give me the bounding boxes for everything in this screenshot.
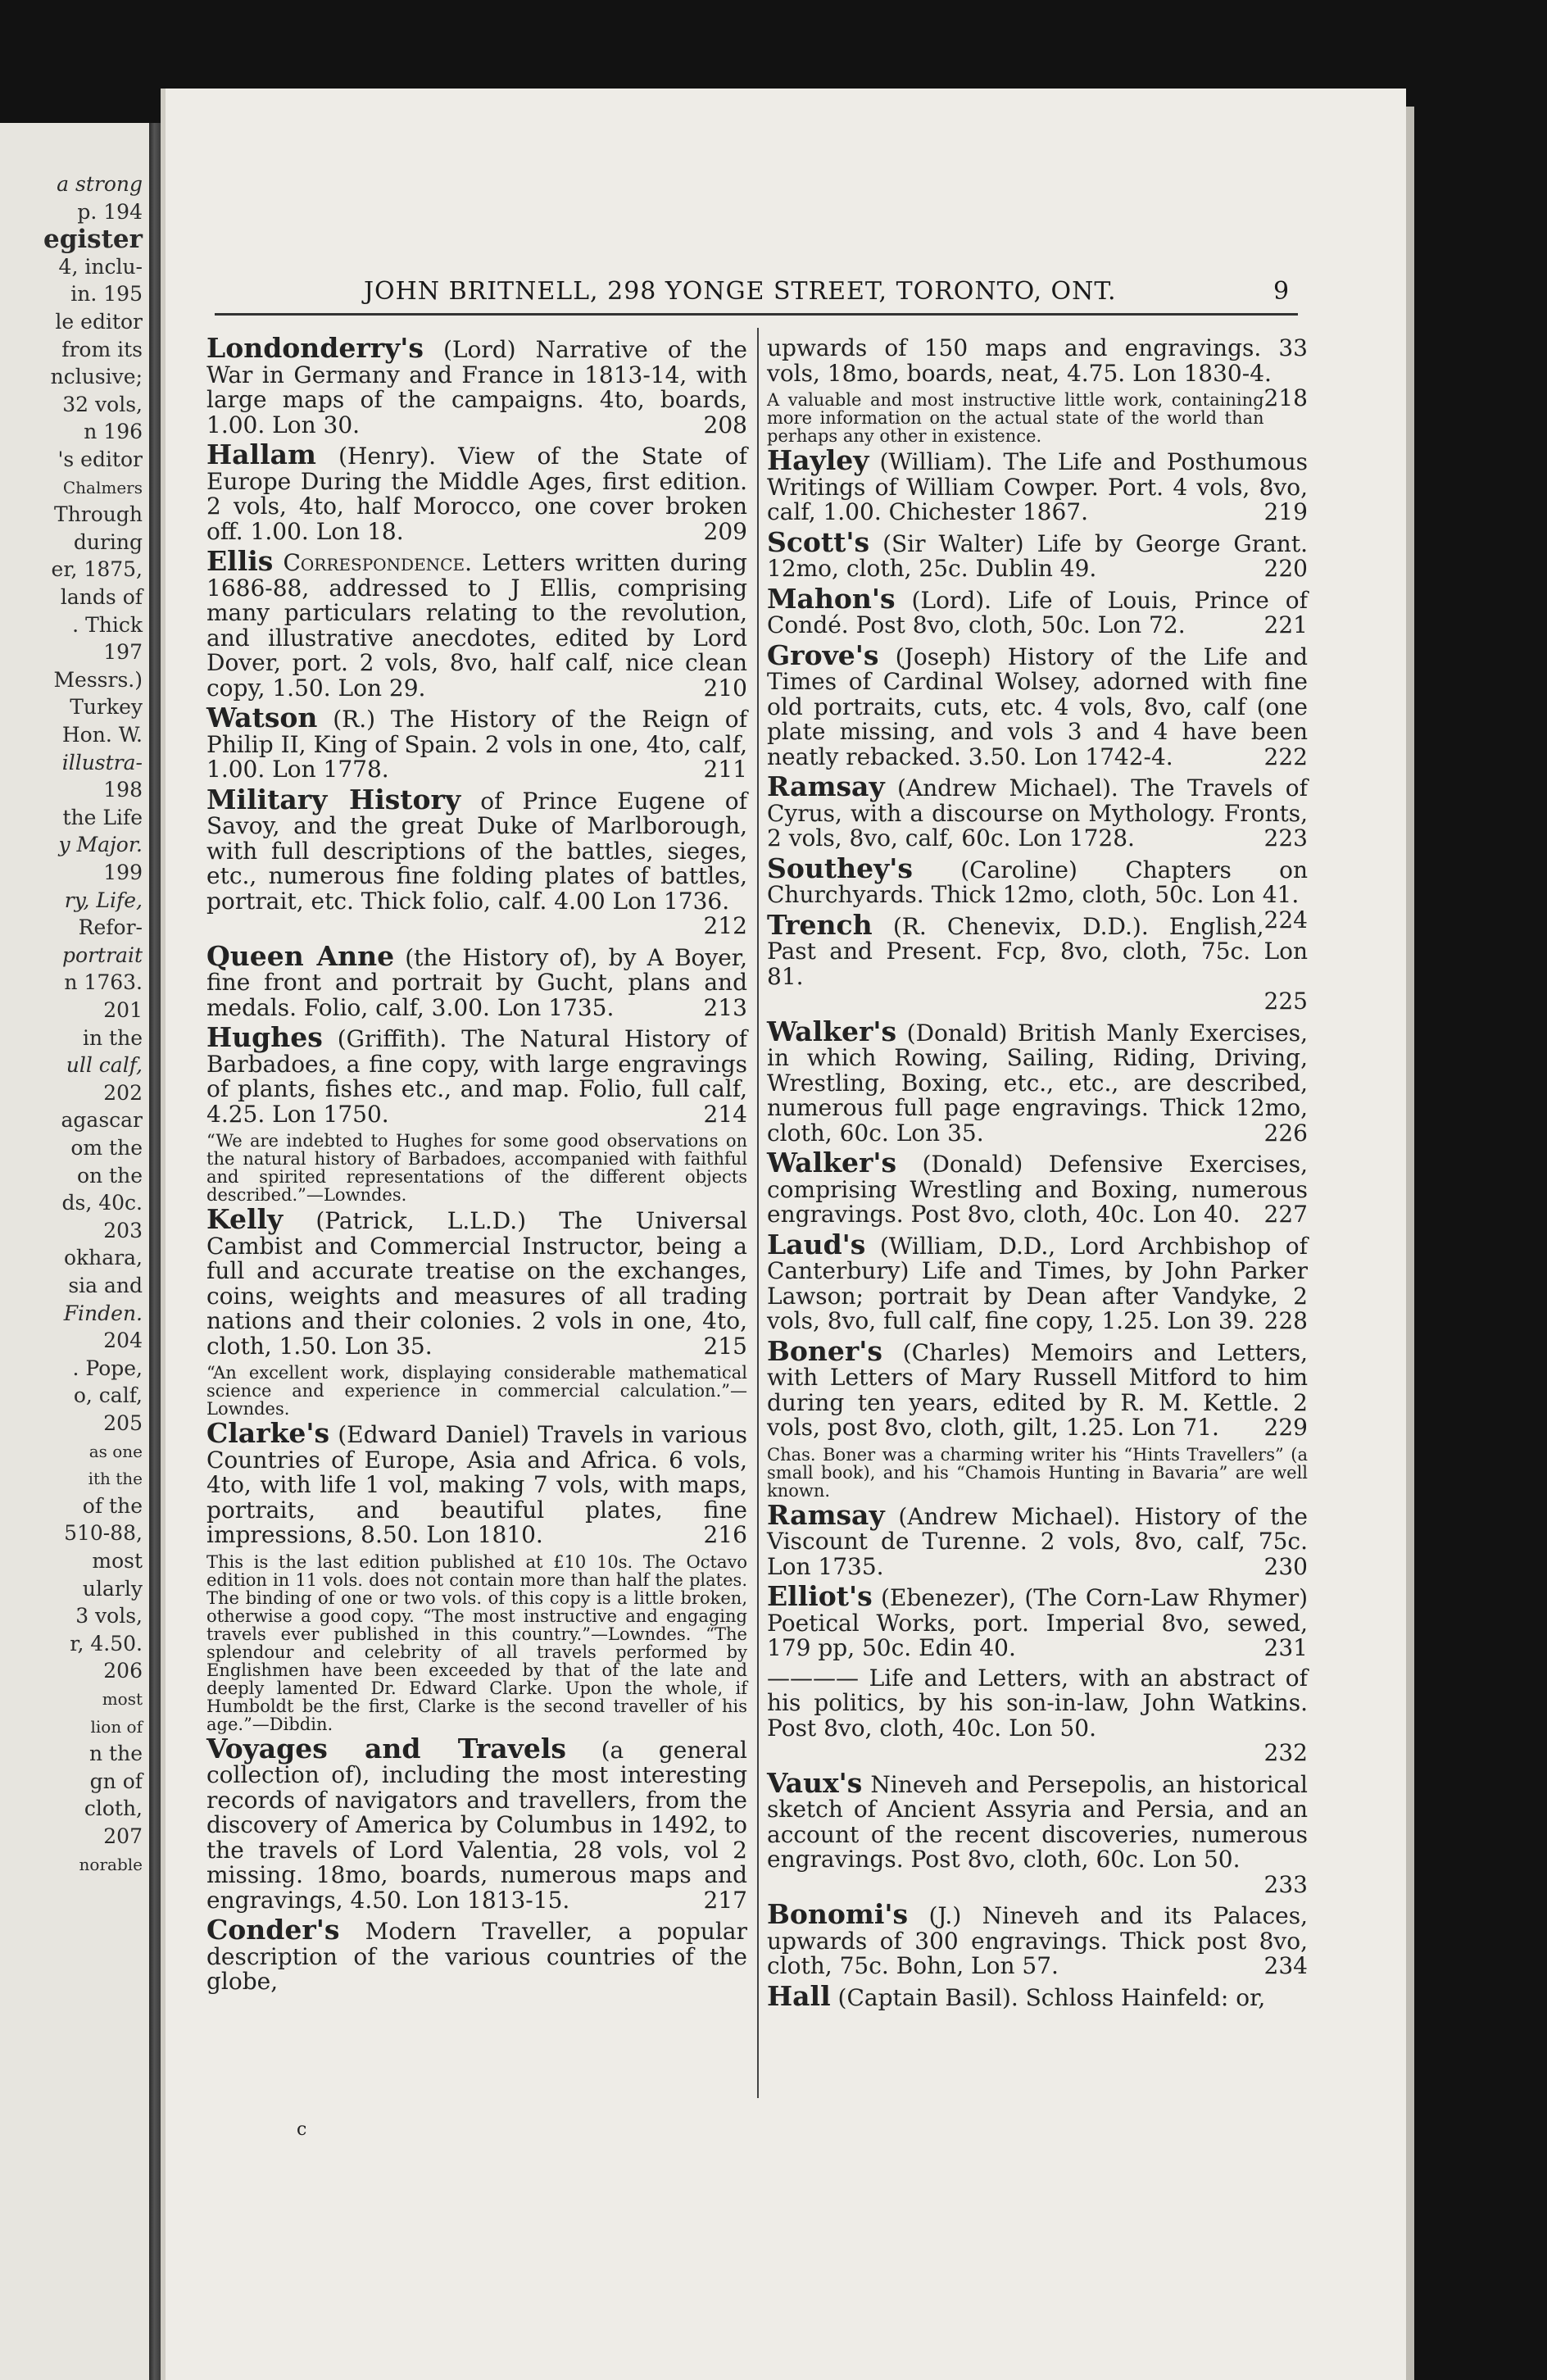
entry-note: This is the last edition published at £10 10s. The Octavo edition in 11 vols. does not contain more than half the plates. The binding of one or two vols. of this copy is a little broken, otherwise a good copy. “The most instructive and engaging travels ever published in this country.”—Lowndes. “The splendour and celebrity of all travels performed by Englishmen have been exceeded by that of the late and deeply lamented Dr. Edward Clarke. Upon the whole, if Humboldt be the first, Clarke is the second traveller of his age.”—Dibdin. [206, 1551, 747, 1734]
catalogue-entry [206, 1417, 747, 1548]
left-page-fragment [0, 123, 149, 2380]
catalogue-entry [206, 939, 748, 1021]
left-page-line: Messrs.) [53, 667, 143, 692]
entry-name: Bonomi's [767, 1898, 909, 1930]
entry-description: (Joseph) History of the Life and Times of Cardinal Wolsey, adorned with fine old portraits, cuts, etc. 4 vols, 8vo, calf (one plate missing, and vols 3 and 4 have been neatly rebacked. 3.50. Lon 1742-4. [767, 643, 1308, 770]
left-page-line: illustra- [61, 750, 143, 774]
left-page-line: lands of [60, 585, 143, 609]
entry-description: (R. Chenevix, D.D.). English, Past and Present. Fcp, 8vo, cloth, 75c. Lon 81. [767, 912, 1308, 990]
left-page-line: Hon. W. [61, 723, 143, 747]
entry-name: Walker's [767, 1015, 897, 1047]
catalogue-entry [206, 332, 747, 438]
catalogue-entry [206, 702, 748, 783]
left-page-line: sia and [68, 1274, 143, 1297]
left-page-line: 32 vols, [62, 392, 143, 416]
entry-name: Hayley [767, 444, 869, 476]
catalogue-entry [767, 1898, 1308, 1979]
lot-number: 220 [1263, 555, 1308, 582]
lot-number: 230 [1263, 1552, 1308, 1580]
entry-note: Chas. Boner was a charming writer his “Hints Travellers” (a small book), and his “Chamois Hunting in Bavaria” are well known. [767, 1444, 1308, 1501]
left-page-line: as one [88, 1441, 143, 1461]
left-page-line: er, 1875, [51, 557, 143, 582]
left-page-line: n 1763. [64, 970, 143, 995]
entry-description: (a general collection of), including the most interesting records of navigators and travellers, from the discovery of America by Columbus in 1492, to the travels of Lord Valentia, 28 vols, vol 2 missing. 18mo, boards, numerous maps and engravings, 4.50. Lon 1813-15. [206, 1736, 747, 1914]
catalogue-entry [767, 582, 1308, 638]
entry-note: “We are indebted to Hughes for some good observations on the natural history of Barbadoes, accompanied with faithful and spirited representations of the different objects described.”—Lowndes. [206, 1131, 747, 1205]
entry-name: Ramsay [767, 1498, 885, 1531]
left-page-line: of the [82, 1493, 143, 1518]
entry-name: Elliot's [767, 1580, 873, 1612]
entry-description: (Sir Walter) Life by George Grant. 12mo, cloth, 25c. Dublin 49. [767, 529, 1308, 582]
entry-description: (Griffith). The Natural History of Barbadoes, a fine copy, with large engravings of plants, fishes etc., and map. Folio, full calf, 4.25. Lon 1750. [206, 1025, 747, 1128]
left-page-line: n 196 [84, 420, 143, 444]
left-page-line: . Pope, [72, 1356, 143, 1380]
lot-number: 233 [1263, 1870, 1308, 1898]
catalogue-entry [767, 908, 1308, 1015]
left-page-line: a strong [57, 172, 143, 196]
left-page-line: 197 [103, 640, 143, 665]
catalogue-entry [206, 1732, 747, 1914]
page-edge [1406, 107, 1414, 2380]
entry-description: upwards of 150 maps and engravings. 33 vols, 18mo, boards, neat, 4.75. Lon 1830-4. [767, 334, 1308, 387]
entry-name: Vaux's [767, 1766, 863, 1799]
left-page-line: 's editor [57, 447, 143, 471]
entry-name: Grove's [767, 638, 879, 671]
entry-note: A valuable and most instructive little work, containing more information on the actual state of the world than perhaps any other in existence. [767, 390, 1264, 446]
left-page-line: lion of [90, 1716, 143, 1737]
entry-name: Walker's [767, 1147, 897, 1179]
catalogue-entry [206, 1203, 747, 1360]
left-page-line: ull calf, [66, 1053, 143, 1078]
lot-number: 214 [703, 1100, 747, 1128]
left-page-line: on the [76, 1163, 143, 1188]
left-page-line: cloth, [84, 1796, 143, 1821]
lot-number: 217 [703, 1886, 747, 1914]
catalogue-entry [767, 1498, 1308, 1580]
left-page-line: most [102, 1689, 143, 1709]
entry-name: Laud's [767, 1228, 866, 1260]
lot-number: 222 [1263, 743, 1308, 770]
left-page-line: 203 [103, 1218, 143, 1242]
entry-name: Watson [206, 702, 318, 734]
entry-description: ———— Life and Letters, with an abstract of his politics, by his son-in-law, John Watkins. Post 8vo, cloth, 40c. Lon 50. [767, 1664, 1308, 1742]
lot-number: 213 [703, 993, 747, 1021]
entry-description: Letters written during 1686-88, addressed to J Ellis, comprising many particulars relating to the revolution, and illustrative anecdotes, edited by Lord Dover, port. 2 vols, 8vo, half calf, nice clean copy, 1.50. Lon 29. [206, 549, 747, 702]
entry-description: (Henry). View of the State of Europe During the Middle Ages, first edition. 2 vols, 4to, half Morocco, one cover broken off. 1.00. Lon 18. [206, 443, 747, 545]
lot-number: 223 [1263, 824, 1308, 852]
entry-description: (William). The Life and Posthumous Writings of William Cowper. Port. 4 vols, 8vo, calf, 1.00. Chichester 1867. [767, 448, 1308, 525]
left-page-line: the Life [62, 805, 143, 829]
entry-name: Trench [767, 908, 873, 941]
left-page-line: from its [61, 337, 143, 361]
entry-name: Kelly [206, 1203, 284, 1235]
page-number: 9 [1273, 277, 1291, 306]
entry-name: Clarke's [206, 1417, 330, 1449]
entry-description: (the History of), by A Boyer, fine front and portrait by Gucht, plans and medals. Folio, calf, 3.00. Lon 1735. [206, 943, 748, 1021]
lot-number: 224 [1263, 906, 1308, 933]
left-page-line: 199 [103, 861, 143, 884]
entry-subtitle: Correspondence. [273, 549, 472, 576]
left-page-line: 4, inclu- [58, 254, 143, 279]
left-page-line: 205 [103, 1411, 143, 1435]
catalogue-entry [206, 1021, 747, 1128]
entry-name: Londonderry's [206, 332, 424, 364]
left-page-line: r, 4.50. [70, 1631, 143, 1656]
catalogue-entry [767, 444, 1308, 525]
lot-number: 218 [1263, 384, 1308, 411]
lot-number: 229 [1263, 1414, 1308, 1441]
lot-number: 221 [1263, 611, 1308, 638]
entry-description: (Andrew Michael). The Travels of Cyrus, with a discourse on Mythology. Fronts, 2 vols, 8vo, calf, 60c. Lon 1728. [767, 774, 1308, 852]
left-page-line: y Major. [58, 833, 143, 857]
catalogue-entry [767, 1979, 1308, 2012]
left-page-line: n the [89, 1742, 143, 1766]
left-page-line: ith the [88, 1469, 143, 1489]
lot-number: 226 [1263, 1119, 1308, 1147]
left-page-line: Through [54, 502, 143, 527]
left-page-line: p. 194 [77, 199, 143, 224]
entry-name: Scott's [767, 525, 870, 558]
entry-description: (Patrick, L.L.D.) The Universal Cambist and Commercial Instructor, being a full and accurate treatise on the exchanges, coins, weights and measures of all trading nations and their colonies. 2 vols in one, 4to, cloth, 1.50. Lon 35. [206, 1207, 747, 1360]
left-page-line: le editor [55, 310, 143, 334]
catalogue-entry [206, 545, 747, 702]
left-page-line: 201 [103, 998, 143, 1022]
entry-name: Hall [767, 1979, 831, 2012]
lot-number: 231 [1263, 1634, 1308, 1661]
catalogue-entry [767, 770, 1308, 852]
left-page-line: okhara, [63, 1246, 143, 1270]
left-page-line: gn of [89, 1769, 143, 1793]
left-page-line: portrait [62, 942, 143, 967]
running-header [200, 277, 1298, 310]
left-page-line: 204 [103, 1329, 143, 1353]
entry-description: Nineveh and Persepolis, an historical sketch of Ancient Assyria and Persia, and an account of the recent discoveries, numerous engravings. Post 8vo, cloth, 60c. Lon 50. [767, 1770, 1308, 1873]
left-page-line: Chalmers [62, 477, 143, 497]
left-page-line: ularly [82, 1576, 143, 1601]
lot-number: 209 [703, 517, 747, 545]
catalogue-entry [767, 334, 1308, 411]
left-page-line: 207 [103, 1824, 143, 1848]
catalogue-entry [206, 1914, 747, 1995]
left-page-line: 3 vols, [75, 1604, 143, 1628]
catalogue-entry [767, 525, 1308, 582]
entry-description: (Donald) British Manly Exercises, in which Rowing, Sailing, Riding, Driving, Wrestling, Boxing, etc., etc., are described, numerous full page engravings. Thick 12mo, cloth, 60c. Lon 35. [767, 1019, 1308, 1147]
lot-number: 212 [703, 912, 747, 939]
entry-name: Hughes [206, 1021, 323, 1053]
entry-name: Boner's [767, 1334, 882, 1367]
left-page-line: 206 [103, 1659, 143, 1683]
catalogue-entry [767, 638, 1308, 770]
entry-description: (Caroline) Chapters on Churchyards. Thick 12mo, cloth, 50c. Lon 41. [767, 856, 1308, 908]
entry-description: (William, D.D., Lord Archbishop of Canterbury) Life and Times, by John Parker Lawson; portrait by Dean after Vandyke, 2 vols, 8vo, full calf, fine copy, 1.25. Lon 39. [767, 1232, 1308, 1334]
header-title: JOHN BRITNELL, 298 YONGE STREET, TORONTO, ONT. [364, 277, 1117, 306]
catalogue-entry [767, 1228, 1308, 1334]
entry-description: (Donald) Defensive Exercises, comprising Wrestling and Boxing, numerous engravings. Post 8vo, cloth, 40c. Lon 40. [767, 1151, 1308, 1228]
left-page-line: ds, 40c. [61, 1191, 143, 1215]
entry-description: (R.) The History of the Reign of Philip II, King of Spain. 2 vols in one, 4to, calf, 1.00. Lon 1778. [206, 706, 748, 783]
entry-name: Military History [206, 783, 461, 815]
left-page-line: . Thick [72, 612, 143, 637]
entry-name: Conder's [206, 1914, 340, 1946]
entry-description: (Lord). Life of Louis, Prince of Condé. Post 8vo, cloth, 50c. Lon 72. [767, 586, 1308, 638]
lot-number: 219 [1263, 498, 1308, 525]
catalogue-entry [767, 1015, 1308, 1147]
left-page-line: 202 [103, 1080, 143, 1105]
catalogue-entry [206, 783, 748, 939]
left-page-line: norable [79, 1854, 143, 1874]
left-page-line: Finden. [63, 1301, 143, 1325]
entry-description: (Edward Daniel) Travels in various Countries of Europe, Asia and Africa. 6 vols, 4to, with life 1 vol, making 7 vols, with maps, portraits, and beautiful plates, fine impressions, 8.50. Lon 1810. [206, 1421, 747, 1548]
entry-name: Southey's [767, 852, 913, 884]
left-page-line: in. 195 [70, 282, 143, 307]
lot-number: 225 [1263, 988, 1308, 1015]
catalogue-entry [767, 1666, 1308, 1766]
left-page-line: nclusive; [50, 365, 143, 389]
header-rule [215, 313, 1298, 316]
signature-mark: c [297, 2119, 307, 2140]
column-divider [757, 328, 759, 2098]
entry-name: Mahon's [767, 582, 896, 615]
entry-description: of Prince Eugene of Savoy, and the great Duke of Marlborough, with full descriptions of the battles, sieges, etc., numerous fine folding plates of battles, portrait, etc. Thick folio, calf. 4.00 Lon 1736. [206, 787, 748, 915]
lot-number: 208 [703, 411, 747, 438]
lot-number: 216 [703, 1521, 747, 1548]
lot-number: 215 [703, 1332, 747, 1360]
catalogue-entry [767, 1580, 1308, 1661]
lot-number: 210 [703, 674, 747, 702]
left-page-line: 510-88, [64, 1521, 143, 1546]
entry-description: (Ebenezer), (The Corn-Law Rhymer) Poetical Works, port. Imperial 8vo, sewed, 179 pp, 50c. Edin 40. [767, 1584, 1308, 1661]
entry-name: Queen Anne [206, 939, 395, 972]
lot-number: 232 [1263, 1739, 1308, 1766]
entry-note: “An excellent work, displaying considerable mathematical science and experience in commercial calculation.”—Lowndes. [206, 1363, 747, 1419]
left-page-line: 198 [103, 778, 143, 802]
entry-name: Ellis [206, 545, 274, 577]
entry-description: Modern Traveller, a popular description of the various countries of the globe, [206, 1918, 747, 1995]
lot-number: 228 [1263, 1307, 1308, 1334]
left-page-line: ry, Life, [64, 888, 143, 912]
entry-name: Hallam [206, 438, 316, 470]
entry-description: (Andrew Michael). History of the Viscount de Turenne. 2 vols, 8vo, calf, 75c. Lon 1735. [767, 1502, 1308, 1580]
lot-number: 234 [1263, 1952, 1308, 1979]
entry-description: (Captain Basil). Schloss Hainfeld: or, [830, 1983, 1266, 2011]
entry-description: (J.) Nineveh and its Palaces, upwards of 300 engravings. Thick post 8vo, cloth, 75c. Bohn, Lon 57. [767, 1902, 1308, 1979]
entry-description: (Charles) Memoirs and Letters, with Letters of Mary Russell Mitford to him during ten years, edited by R. M. Kettle. 2 vols, post 8vo, cloth, gilt, 1.25. Lon 71. [767, 1338, 1308, 1441]
left-page-line: in the [83, 1025, 143, 1050]
left-page-line: most [92, 1549, 143, 1573]
left-column [206, 332, 748, 2000]
entry-description: (Lord) Narrative of the War in Germany and France in 1813-14, with large maps of the campaigns. 4to, boards, 1.00. Lon 30. [206, 336, 747, 438]
catalogue-entry [767, 1147, 1308, 1228]
right-column [767, 336, 1308, 2015]
left-page-line: o, calf, [73, 1383, 143, 1408]
left-page-line: om the [70, 1136, 143, 1160]
entry-name: Ramsay [767, 770, 885, 802]
catalogue-entry [206, 438, 747, 545]
left-page-line: egister [43, 225, 143, 255]
lot-number: 227 [1263, 1201, 1308, 1228]
catalogue-entry [767, 1766, 1308, 1898]
entry-name: Voyages and Travels [206, 1732, 566, 1765]
left-page-line: during [73, 529, 143, 554]
left-page-line: agascar [61, 1108, 143, 1133]
lot-number: 211 [703, 756, 747, 783]
left-page-line: Refor- [78, 915, 143, 940]
catalogue-entry [767, 1334, 1308, 1441]
left-page-line: Turkey [70, 695, 143, 720]
